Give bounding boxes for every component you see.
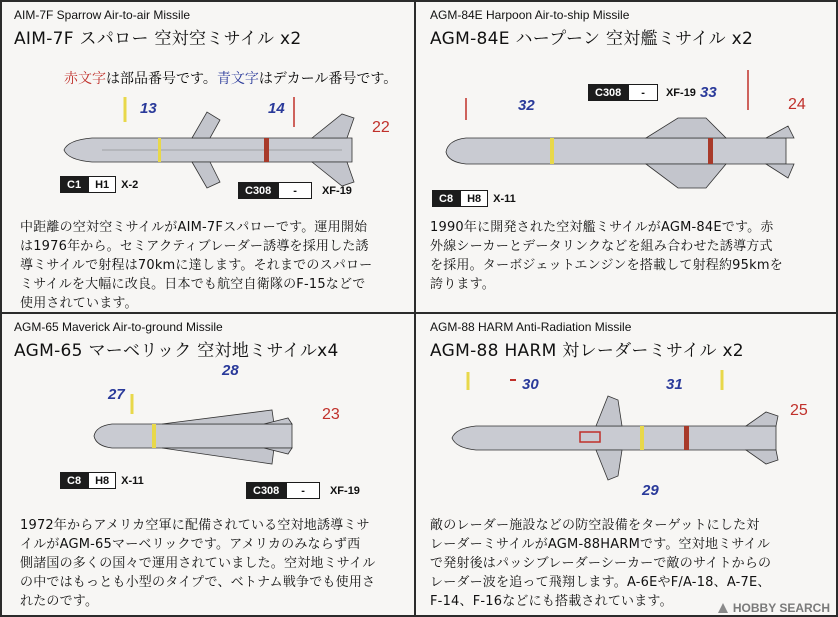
aim7-description: 中距離の空対空ミサイルがAIM-7Fスパローです。運用開始 は1976年から。セミアクティブレーダー誘導を採用した誘 導ミサイルで射程は70kmに達します。それまでのスパロー ミサイルを大幅に改良。日本でも航空自衛隊のF-15などで 使用されています。: [20, 220, 373, 311]
aim7-paint-label-2: C308 - XF-19: [238, 182, 352, 199]
agm84-yellow-band: [550, 138, 554, 164]
aim7-paint-label-1: C1 H1 X-2: [60, 176, 138, 193]
agm65-yellow-band: [152, 424, 156, 448]
agm65-description: 1972年からアメリカ空軍に配備されている空対地誘導ミサ イルがAGM-65マーベリックです。アメリカのみならず西 側諸国の多くの国々で運用されていました。空対地ミサイル の中ではもっとも小型のタイプで、ベトナム戦争でも使用さ れたのです。: [20, 518, 376, 609]
watermark: [716, 601, 830, 615]
rocket-icon: [716, 601, 730, 615]
agm88-red-band: [684, 426, 689, 450]
agm65-decal-28: 28: [222, 362, 239, 379]
agm88-decal-31: 31: [666, 376, 683, 393]
agm84-decal-32: 32: [518, 97, 535, 114]
agm65-part-23: 23: [322, 406, 340, 423]
aim7-decal-14: 14: [268, 100, 285, 117]
agm88-yellow-band: [640, 426, 644, 450]
aim7-missile-drawing: [2, 2, 414, 202]
aim7-subtitle: AIM-7F Sparrow Air-to-air Missile: [14, 8, 191, 22]
agm88-subtitle: AGM-88 HARM Anti-Radiation Missile: [430, 320, 632, 334]
agm88-title: AGM-88 HARM 対レーダーミサイル x2: [430, 341, 744, 361]
agm88-part-25: 25: [790, 402, 808, 419]
agm88-decal-30: 30: [522, 376, 539, 393]
agm65-subtitle: AGM-65 Maverick Air-to-ground Missile: [14, 320, 223, 334]
agm88-missile-drawing: [416, 314, 836, 514]
agm84-paint-label-2: C8 H8 X-11: [432, 190, 516, 207]
agm84-title: AGM-84E ハープーン 空対艦ミサイル x2: [430, 29, 754, 49]
aim7-title: AIM-7F スパロー 空対空ミサイル x2: [14, 29, 302, 49]
legend-blue-word: 青文字: [216, 71, 259, 87]
agm84-description: 1990年に開発された空対艦ミサイルがAGM-84Eです。赤 外線シーカーとデータリンクなどを組み合わせた誘導方式 を採用。ターボジェットエンジンを搭載して射程約95kmを 誇ります。: [430, 220, 783, 292]
agm88-decal-29: 29: [642, 482, 659, 499]
agm88-description: 敵のレーダー施設などの防空設備をターゲットにした対 レーダーミサイルがAGM-88HARMです。空対地ミサイル で発射後はパッシブレーダーシーカーで敵のサイトからの レーダー波を追って飛翔します。A-6EやF/A-18、A-7E、 F-14、F-16などにも搭載されています。: [430, 518, 772, 609]
agm84-subtitle: AGM-84E Harpoon Air-to-ship Missile: [430, 8, 630, 22]
aim7-decal-13: 13: [140, 100, 157, 117]
legend-mid: は部品番号です。: [106, 71, 217, 87]
agm84-part-24: 24: [788, 96, 806, 113]
agm84-paint-label-1: C308 - XF-19: [588, 84, 696, 101]
legend-end: はデカール番号です。: [258, 71, 398, 87]
legend-red-word: 赤文字: [64, 71, 106, 87]
agm84-red-band: [708, 138, 713, 164]
agm65-paint-label-1: C8 H8 X-11: [60, 472, 144, 489]
agm65-paint-label-2: C308 - XF-19: [246, 482, 360, 499]
agm84-decal-33: 33: [700, 84, 717, 101]
aim7-yellow-band: [158, 138, 161, 162]
agm65-decal-27: 27: [108, 386, 125, 403]
aim7-part-22: 22: [372, 119, 390, 136]
aim7-red-band: [264, 138, 269, 162]
watermark-text: HOBBY SEARCH: [732, 601, 830, 615]
agm65-title: AGM-65 マーベリック 空対地ミサイルx4: [14, 341, 339, 361]
agm84-missile-drawing: [416, 2, 836, 202]
